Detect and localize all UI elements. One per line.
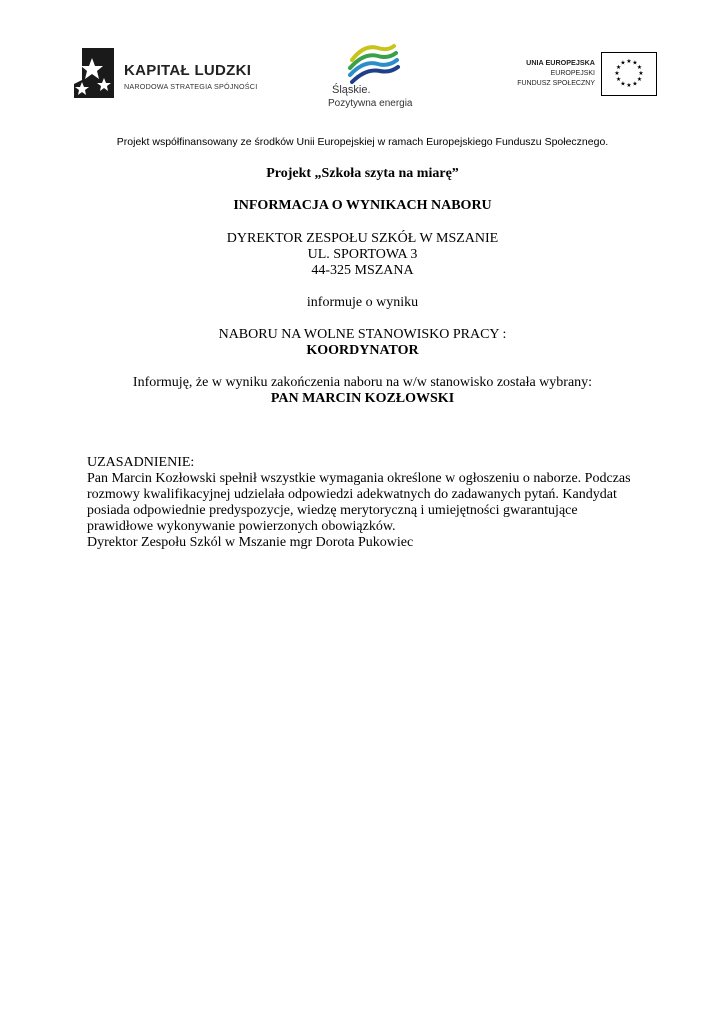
eu-stars-icon [602, 53, 656, 95]
issuer-line-3: 44-325 MSZANA [311, 263, 414, 278]
issuer-line-2: UL. SPORTOWA 3 [307, 247, 418, 262]
informs-text: informuje o wyniku [306, 295, 419, 310]
eu-logo [505, 52, 657, 98]
justification-line-1: Pan Marcin Kozłowski spełnił wszystkie wymagania określone w ogłoszeniu o naborze. Podczas [87, 471, 631, 486]
eu-line-1: UNIA EUROPEJSKA [526, 58, 595, 67]
justification-line-2: rozmowy kwalifikacyjnej udzielała odpowiedzi adekwatnych do zadawanych pytań. Kandydat [87, 487, 617, 502]
result-text: Informuję, że w wyniku zakończenia naboru na w/w stanowisko została wybrany: [132, 375, 593, 390]
svg-text:★: ★ [638, 70, 644, 77]
svg-text:★: ★ [626, 82, 632, 89]
eu-line-2: EUROPEJSKI [550, 69, 595, 77]
position-name: KOORDYNATOR [306, 343, 419, 358]
slaskie-waves-icon [320, 40, 430, 84]
justification-label: UZASADNIENIE: [87, 455, 195, 470]
eu-line-3: FUNDUSZ SPOŁECZNY [517, 80, 595, 87]
slaskie-logo [320, 40, 430, 120]
svg-text:★: ★ [636, 64, 643, 71]
kapital-ludzki-emblem-icon [70, 44, 120, 104]
svg-text:★: ★ [615, 64, 622, 71]
svg-text:★: ★ [615, 76, 622, 83]
svg-text:★: ★ [626, 58, 632, 65]
position-label: NABORU NA WOLNE STANOWISKO PRACY : [218, 327, 507, 342]
issuer-line-1: DYREKTOR ZESPOŁU SZKÓŁ W MSZANIE [226, 231, 499, 246]
eu-flag [601, 52, 657, 96]
svg-text:★: ★ [620, 80, 626, 88]
justification-line-3: posiada odpowiednie predyspozycje, wiedzę merytoryczną i umiejętności gwarantujące [87, 503, 578, 518]
justification-line-4: prawidłowe wykonywanie powierzonych obowiązków. [87, 519, 396, 534]
slaskie-name: Śląskie. [332, 84, 371, 96]
svg-text:★: ★ [614, 70, 620, 77]
svg-text:★: ★ [620, 59, 626, 67]
signature: Dyrektor Zespołu Szkól w Mszanie mgr Dorota Pukowiec [87, 535, 414, 550]
kapital-ludzki-title: KAPITAŁ LUDZKI [124, 62, 252, 79]
selected-person: PAN MARCIN KOZŁOWSKI [270, 391, 455, 406]
eu-logo-text [517, 58, 595, 90]
project-title: Projekt „Szkoła szyta na miarę” [266, 166, 459, 181]
kapital-ludzki-logo [70, 44, 270, 104]
cofinancing-note: Projekt współfinansowany ze środków Unii Europejskiej w ramach Europejskiego Funduszu Społecznego. [116, 136, 609, 148]
kapital-ludzki-subtitle: NARODOWA STRATEGIA SPÓJNOŚCI [124, 82, 258, 91]
svg-text:★: ★ [632, 59, 638, 67]
svg-text:★: ★ [636, 76, 643, 83]
svg-text:★: ★ [632, 80, 638, 88]
document-heading: INFORMACJA O WYNIKACH NABORU [233, 198, 492, 213]
slaskie-slogan: Pozytywna energia [328, 98, 413, 109]
